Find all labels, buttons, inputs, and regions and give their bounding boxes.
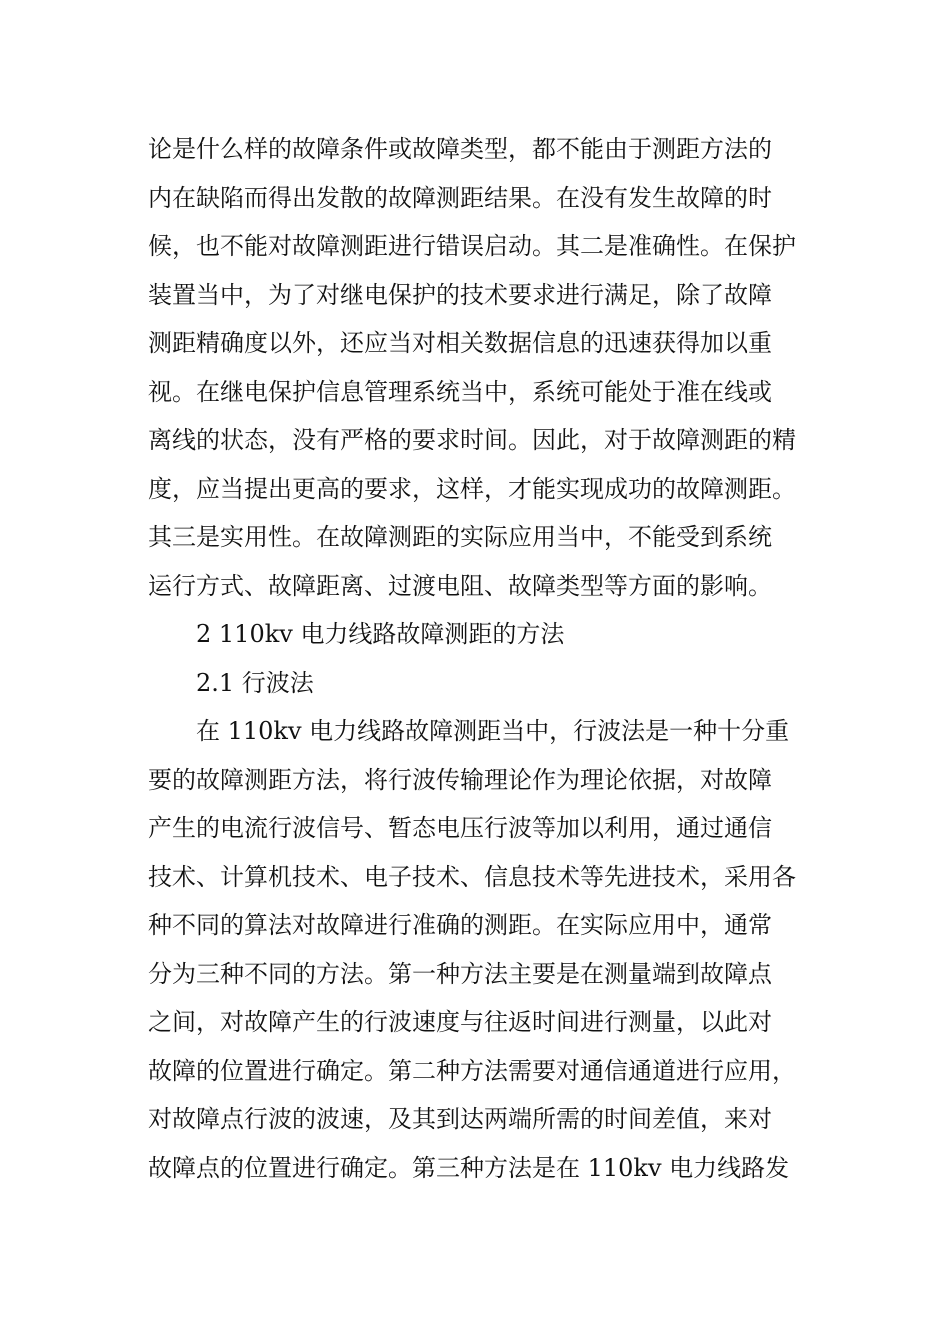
paragraph-line: 技术、计算机技术、电子技术、信息技术等先进技术，采用各	[148, 862, 796, 891]
body-line: 论是什么样的故障条件或故障类型，都不能由于测距方法的	[148, 135, 772, 163]
paragraph-line: 在 110kv 电力线路故障测距当中，行波法是一种十分重	[196, 717, 790, 745]
paragraph-line: 故障的位置进行确定。第二种方法需要对通信通道进行应用，	[148, 1056, 796, 1085]
body-line: 其三是实用性。在故障测距的实际应用当中，不能受到系统	[148, 523, 772, 551]
paragraph-line: 要的故障测距方法，将行波传输理论作为理论依据，对故障	[148, 765, 772, 794]
document-body	[148, 125, 818, 1192]
subsection-heading: 2.1 行波法	[196, 668, 314, 697]
paragraph-line: 分为三种不同的方法。第一种方法主要是在测量端到故障点	[148, 959, 772, 988]
body-line: 装置当中，为了对继电保护的技术要求进行满足，除了故障	[148, 280, 772, 309]
body-line: 运行方式、故障距离、过渡电阻、故障类型等方面的影响。	[148, 571, 772, 600]
body-line: 离线的状态，没有严格的要求时间。因此，对于故障测距的精	[148, 426, 796, 454]
paragraph-line: 种不同的算法对故障进行准确的测距。在实际应用中，通常	[148, 911, 772, 939]
paragraph-line: 之间，对故障产生的行波速度与往返时间进行测量，以此对	[148, 1008, 772, 1036]
body-line: 候，也不能对故障测距进行错误启动。其二是准确性。在保护	[148, 232, 796, 260]
body-line: 内在缺陷而得出发散的故障测距结果。在没有发生故障的时	[148, 183, 772, 212]
paragraph-line: 对故障点行波的波速，及其到达两端所需的时间差值，来对	[148, 1105, 772, 1133]
paragraph-line: 故障点的位置进行确定。第三种方法是在 110kv 电力线路发	[148, 1153, 790, 1182]
body-line: 测距精确度以外，还应当对相关数据信息的迅速获得加以重	[148, 329, 772, 357]
section-heading: 2 110kv 电力线路故障测距的方法	[196, 620, 565, 648]
body-line: 度，应当提出更高的要求，这样，才能实现成功的故障测距。	[148, 474, 796, 503]
paragraph-line: 产生的电流行波信号、暂态电压行波等加以利用，通过通信	[148, 814, 772, 842]
body-line: 视。在继电保护信息管理系统当中，系统可能处于准在线或	[148, 377, 772, 406]
